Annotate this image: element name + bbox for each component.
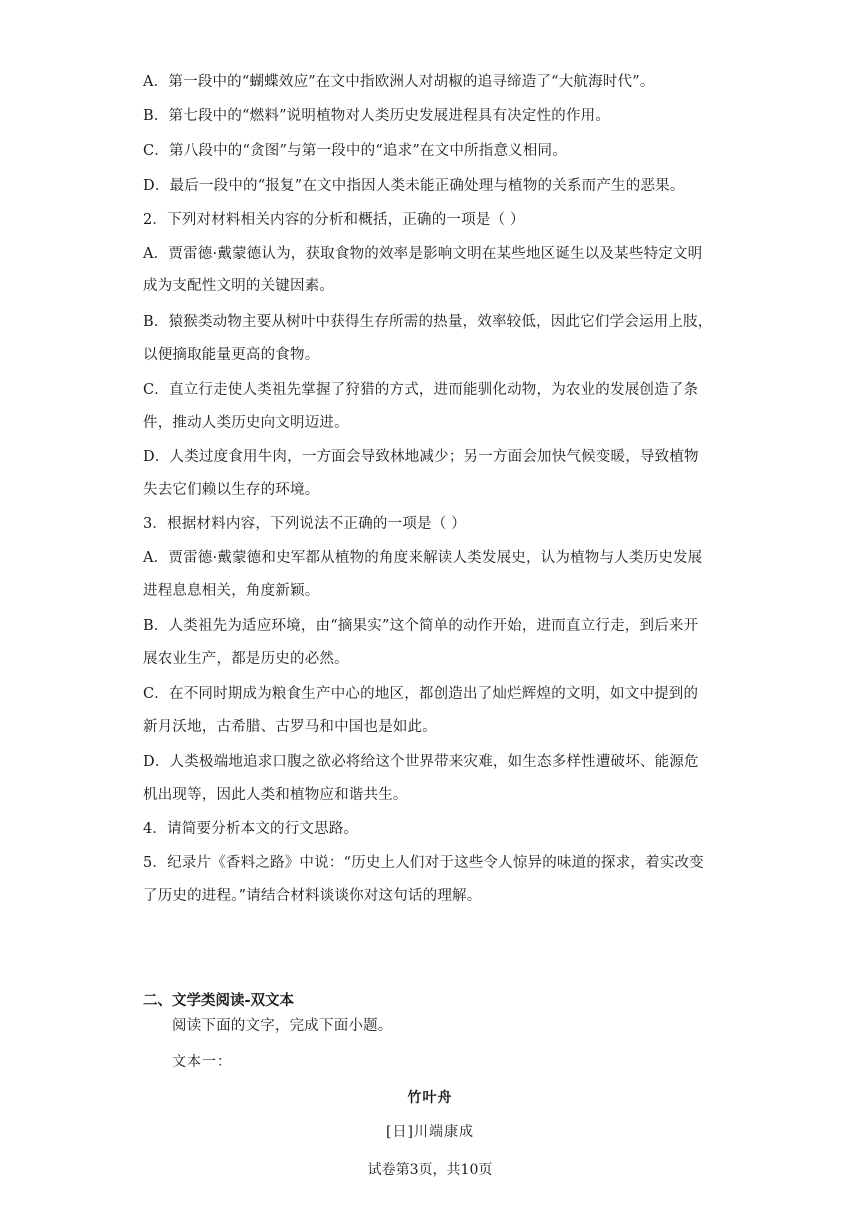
section-heading: 二、文学类阅读-双文本: [143, 993, 295, 1009]
q3-option-c-line1: C．在不同时期成为粮食生产中心的地区，都创造出了灿烂辉煌的文明，如文中提到的: [143, 686, 699, 702]
q1-option-b: B．第七段中的“燃料”说明植物对人类历史发展进程具有决定性的作用。: [143, 108, 611, 124]
q5-stem-line1: 5．纪录片《香料之路》中说：“历史上人们对于这些令人惊异的味道的探求，着实改变: [143, 855, 704, 871]
story-author: [日]川端康成: [386, 1124, 474, 1140]
q2-option-d-line2: 失去它们赖以生存的环境。: [143, 482, 320, 498]
q3-stem: 3．根据材料内容，下列说法不正确的一项是（ ）: [143, 516, 466, 532]
text-one-label: 文本一：: [172, 1054, 232, 1070]
q3-option-d-line1: D．人类极端地追求口腹之欲必将给这个世界带来灾难，如生态多样性遭破坏、能源危: [143, 754, 699, 770]
q2-option-a-line1: A．贾雷德·戴蒙德认为，获取食物的效率是影响文明在某些地区诞生以及某些特定文明: [143, 246, 703, 262]
page-footer: 试卷第3页，共10页: [367, 1162, 493, 1178]
q2-option-c-line1: C．直立行走使人类祖先掌握了狩猎的方式，进而能驯化动物，为农业的发展创造了条: [143, 382, 699, 398]
q2-stem: 2．下列对材料相关内容的分析和概括，正确的一项是（ ）: [143, 212, 525, 228]
q1-option-d: D．最后一段中的“报复”在文中指因人类未能正确处理与植物的关系而产生的恶果。: [143, 178, 685, 194]
q1-option-c: C．第八段中的“贪图”与第一段中的“追求”在文中所指意义相同。: [143, 143, 567, 159]
q2-option-a-line2: 成为支配性文明的关键因素。: [143, 278, 335, 294]
q2-option-d-line1: D．人类过度食用牛肉，一方面会导致林地减少；另一方面会加快气候变暖，导致植物: [143, 449, 699, 465]
q5-stem-line2: 了历史的进程。”请结合材料谈谈你对这句话的理解。: [143, 888, 482, 904]
q3-option-a-line2: 进程息息相关，角度新颖。: [143, 583, 320, 599]
story-title: 竹叶舟: [407, 1090, 453, 1106]
q3-option-b-line1: B．人类祖先为适应环境，由“摘果实”这个简单的动作开始，进而直立行走，到后来开: [143, 618, 699, 634]
q2-option-b-line1: B．猿猴类动物主要从树叶中获得生存所需的热量，效率较低，因此它们学会运用上肢，: [143, 314, 713, 330]
q3-option-d-line2: 机出现等，因此人类和植物应和谐共生。: [143, 787, 408, 803]
q2-option-b-line2: 以便摘取能量更高的食物。: [143, 347, 320, 363]
q3-option-c-line2: 新月沃地，古希腊、古罗马和中国也是如此。: [143, 719, 437, 735]
section-instruction: 阅读下面的文字，完成下面小题。: [172, 1018, 393, 1034]
q3-option-a-line1: A．贾雷德·戴蒙德和史军都从植物的角度来解读人类发展史，认为植物与人类历史发展: [143, 550, 703, 566]
q1-option-a: A．第一段中的“蝴蝶效应”在文中指欧洲人对胡椒的追寻缔造了“大航海时代”。: [143, 74, 655, 90]
q2-option-c-line2: 件，推动人类历史向文明迈进。: [143, 415, 349, 431]
q3-option-b-line2: 展农业生产，都是历史的必然。: [143, 651, 349, 667]
q4-stem: 4．请简要分析本文的行文思路。: [143, 821, 359, 837]
